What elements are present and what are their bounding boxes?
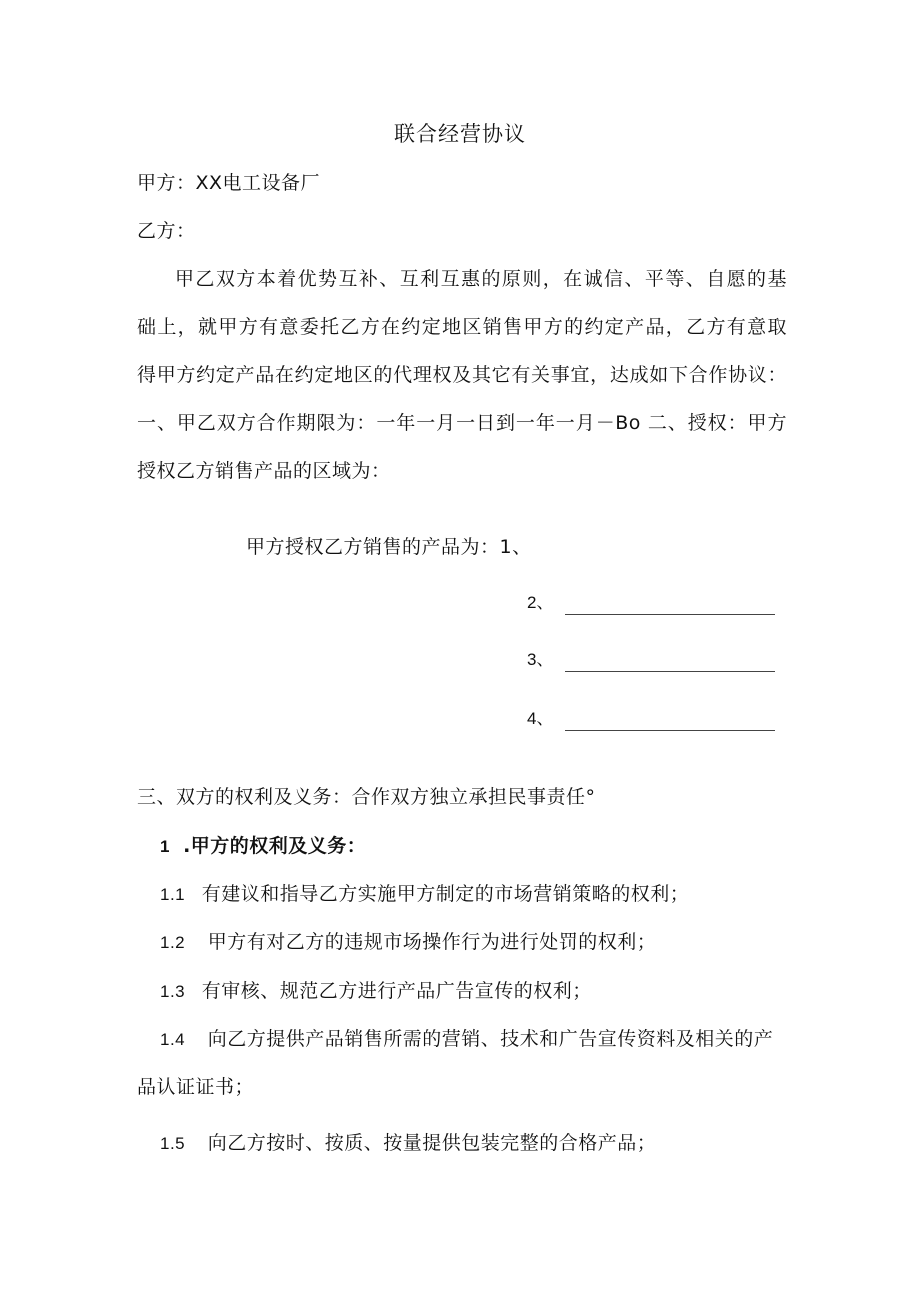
item-row [160, 979, 592, 1004]
product-blank-field [565, 716, 775, 731]
product-blank-row [527, 648, 775, 672]
item-text: 有建议和指导乙方实施甲方制定的市场营销策略的权利； [201, 883, 690, 905]
product-blank-label: 4、 [527, 709, 554, 728]
item-row [160, 1131, 656, 1156]
item-row [160, 930, 656, 955]
intro-line-2: 础上，就甲方有意委托乙方在约定地区销售甲方的约定产品，乙方有意取 [137, 316, 787, 338]
item-number: 1.2 [160, 933, 186, 952]
item-continuation: 品认证证书； [137, 1076, 255, 1098]
intro-line-3: 得甲方约定产品在约定地区的代理权及其它有关事宜，达成如下合作协议： [137, 364, 787, 386]
party-a-line: 甲方：XX电工设备厂 [137, 172, 321, 194]
clause-three-line: 三、双方的权利及义务：合作双方独立承担民事责任° [137, 786, 596, 808]
item-row [160, 1027, 773, 1052]
item-text: 向乙方提供产品销售所需的营销、技术和广告宣传资料及相关的产 [207, 1028, 774, 1050]
clause-two-line: 授权乙方销售产品的区域为： [137, 460, 391, 482]
item-number: 1.1 [160, 885, 186, 904]
item-text: 有审核、规范乙方进行产品广告宣传的权利； [201, 980, 592, 1002]
item-number: 1.3 [160, 982, 186, 1001]
product-blank-row [527, 591, 775, 615]
item-number: 1.5 [160, 1134, 186, 1153]
product-blank-label: 3、 [527, 650, 554, 669]
product-blank-field [565, 657, 775, 672]
item-number: 1.4 [160, 1030, 186, 1049]
item-row [160, 882, 689, 907]
product-blank-row [527, 707, 775, 731]
section-one-title: .甲方的权利及义务： [183, 835, 367, 857]
product-blank-label: 2、 [527, 593, 554, 612]
product-blank-field [565, 600, 775, 615]
document-title: 联合经营协议 [394, 122, 526, 146]
item-text: 向乙方按时、按质、按量提供包装完整的合格产品； [207, 1132, 657, 1154]
products-line: 甲方授权乙方销售的产品为：1、 [246, 536, 532, 558]
item-text: 甲方有对乙方的违规市场操作行为进行处罚的权利； [207, 931, 657, 953]
section-one-heading [160, 834, 366, 859]
party-b-line: 乙方： [137, 220, 196, 242]
intro-line-1: 甲乙双方本着优势互补、互利互惠的原则，在诚信、平等、自愿的基 [175, 268, 787, 290]
section-one-number: 1 [160, 837, 170, 856]
clause-one-line: 一、甲乙双方合作期限为：一年一月一日到一年一月－Bo 二、授权：甲方 [137, 412, 787, 434]
